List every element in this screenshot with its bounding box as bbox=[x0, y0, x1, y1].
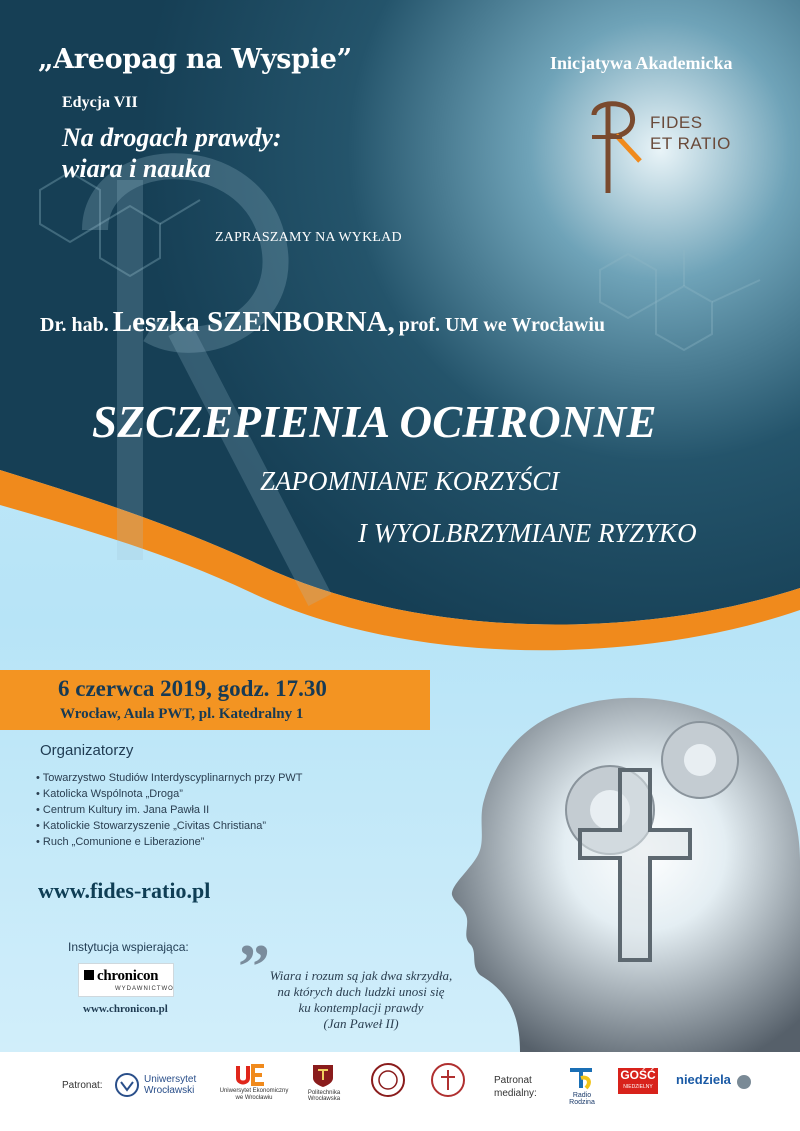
chronicon-logo bbox=[78, 963, 174, 997]
edition-label: Edycja VII bbox=[62, 94, 138, 111]
speaker-line bbox=[40, 306, 605, 339]
uwr-emblem-icon bbox=[114, 1072, 140, 1098]
subtitle-line-1: Na drogach prawdy: bbox=[62, 123, 282, 152]
gosc-title: GOŚĆ bbox=[620, 1068, 656, 1082]
ue-line-1: Uniwersytet Ekonomiczny bbox=[219, 1088, 289, 1094]
fides-ratio-logo-icon bbox=[588, 95, 644, 195]
ue-logo-text bbox=[214, 1088, 294, 1102]
series-title: „Areopag na Wyspie” bbox=[38, 44, 352, 75]
support-label: Instytucja wspierająca: bbox=[68, 940, 189, 954]
organizers-title: Organizatorzy bbox=[40, 742, 134, 759]
quote-mark-icon: ” bbox=[238, 931, 270, 1002]
quote-line: Wiara i rozum są jak dwa skrzydła, bbox=[269, 968, 453, 983]
event-date: 6 czerwca 2019, godz. 17.30 bbox=[58, 676, 327, 701]
lecture-subtitle-line-1: ZAPOMNIANE KORZYŚCI bbox=[260, 466, 560, 496]
organizer-item: • Centrum Kultury im. Jana Pawła II bbox=[36, 802, 303, 818]
media-patronat-label bbox=[494, 1074, 537, 1100]
quote-line: ku kontemplacji prawdy bbox=[298, 1000, 424, 1015]
quote-author: (Jan Paweł II) bbox=[323, 1016, 399, 1031]
quote-text bbox=[256, 968, 466, 1032]
organizers-list bbox=[36, 770, 303, 850]
pwt-seal-icon bbox=[430, 1062, 466, 1098]
lecture-title: SZCZEPIENIA OCHRONNE bbox=[92, 397, 657, 447]
radio-rodzina-text: Radio Rodzina bbox=[569, 1092, 595, 1106]
ue-line-2: we Wrocławiu bbox=[235, 1095, 273, 1101]
speaker-prefix: Dr. hab. bbox=[40, 314, 109, 336]
gosc-sub: NIEDZIELNY bbox=[623, 1084, 653, 1090]
niedziela-logo: niedziela bbox=[676, 1072, 731, 1087]
radio-rodzina-icon bbox=[566, 1066, 596, 1090]
chronicon-mark-icon bbox=[84, 970, 94, 980]
website-link[interactable]: www.fides-ratio.pl bbox=[38, 878, 211, 903]
invite-label: ZAPRASZAMY NA WYKŁAD bbox=[215, 230, 402, 245]
speaker-affiliation: prof. UM we Wrocławiu bbox=[398, 314, 606, 336]
logo-text bbox=[650, 112, 731, 154]
event-place: Wrocław, Aula PWT, pl. Katedralny 1 bbox=[60, 706, 304, 722]
media-patronat-line-1: Patronat bbox=[494, 1075, 532, 1086]
uwr-line-2: Wrocławski bbox=[144, 1085, 195, 1096]
organizer-item: • Katolicka Wspólnota „Droga” bbox=[36, 786, 303, 802]
series-subtitle bbox=[62, 122, 282, 184]
logo-text-line-1: FIDES bbox=[650, 113, 703, 132]
patronat-label: Patronat: bbox=[62, 1080, 103, 1091]
organizer-item: • Towarzystwo Studiów Interdyscyplinarnych przy PWT bbox=[36, 770, 303, 786]
media-patronat-line-2: medialny: bbox=[494, 1088, 537, 1099]
speaker-name: Leszka SZENBORNA, bbox=[112, 306, 395, 338]
uwr-logo-text bbox=[144, 1074, 196, 1096]
initiative-label: Inicjatywa Akademicka bbox=[550, 53, 733, 73]
subtitle-line-2: wiara i nauka bbox=[62, 154, 211, 183]
logo-text-line-2: ET RATIO bbox=[650, 134, 731, 153]
quote-line: na których duch ludzki unosi się bbox=[277, 984, 445, 999]
chronicon-brand: chronicon bbox=[97, 968, 159, 984]
pwr-emblem-icon bbox=[312, 1064, 334, 1088]
university-seal-icon bbox=[370, 1062, 406, 1098]
organizer-item: • Ruch „Comunione e Liberazione” bbox=[36, 834, 303, 850]
pwr-text: Politechnika Wrocławska bbox=[307, 1090, 341, 1102]
uwr-line-1: Uniwersytet bbox=[144, 1074, 197, 1085]
niedziela-emblem-icon bbox=[736, 1074, 752, 1090]
lecture-subtitle-line-2: I WYOLBRZYMIANE RYZYKO bbox=[358, 518, 697, 548]
gosc-logo bbox=[618, 1068, 658, 1094]
chronicon-sub: WYDAWNICTWO bbox=[115, 986, 174, 992]
organizer-item: • Katolickie Stowarzyszenie „Civitas Christiana” bbox=[36, 818, 303, 834]
ue-logo-icon bbox=[236, 1064, 266, 1086]
support-url[interactable]: www.chronicon.pl bbox=[83, 1003, 168, 1015]
footer bbox=[0, 1052, 800, 1131]
